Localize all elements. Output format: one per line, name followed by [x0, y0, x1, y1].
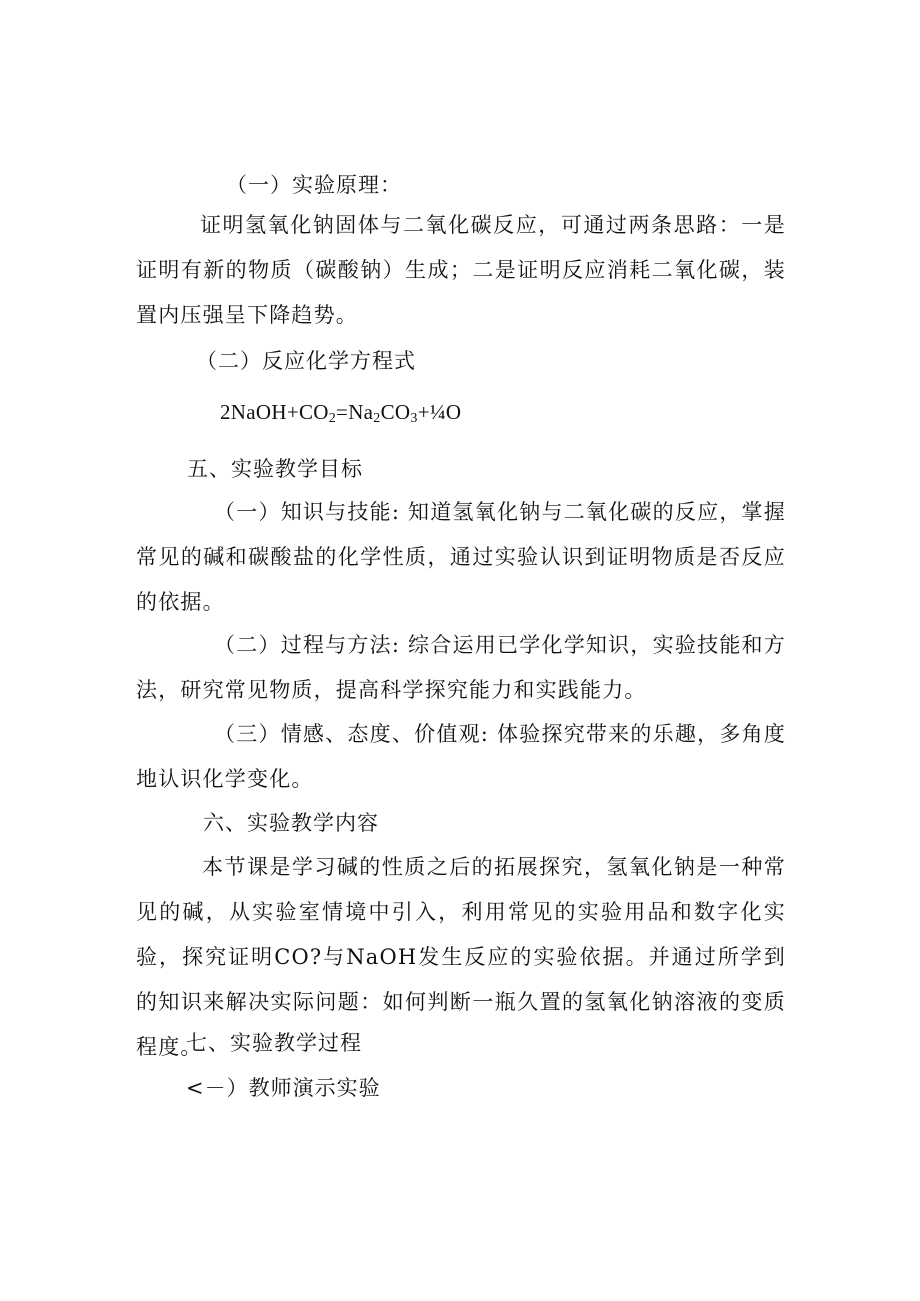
goal-knowledge-paragraph: （一）知识与技能: 知道氢氧化钠与二氧化碳的反应，掌握常见的碱和碳酸盐的化学性质，通过实验认识到证明物质是否反应的依据。	[136, 500, 786, 614]
section-5-title: 五、实验教学目标	[187, 457, 363, 481]
teacher-demo-subheading: <－）教师演示实验	[186, 1076, 381, 1100]
equation-part: +¼O	[417, 400, 462, 424]
principle-heading: （一）实验原理：	[226, 173, 402, 197]
section-6-paragraph: 本节课是学习碱的性质之后的拓展探究，氢氧化钠是一种常见的碱，从实验室情境中引入，利用常见的实验用品和数字化实验，探究证明CO?与NaOH发生反应的实验依据。并通过所学到的知识来解决实际问题：如何判断一瓶久置的氢氧化钠溶液的变质程度。	[136, 855, 786, 1059]
goal-process-paragraph: （二）过程与方法: 综合运用已学化学知识，实验技能和方法，研究常见物质，提高科学探究能力和实践能力。	[136, 633, 786, 702]
equation-part: 2NaOH+CO	[220, 400, 329, 424]
chemical-equation	[220, 397, 461, 427]
equation-part: CO	[380, 400, 411, 424]
principle-paragraph: 证明氢氧化钠固体与二氧化碳反应，可通过两条思路：一是证明有新的物质（碳酸钠）生成；二是证明反应消耗二氧化碳，装置内压强呈下降趋势。	[136, 213, 786, 327]
equation-subscript: 3	[410, 411, 418, 426]
equation-heading: （二）反应化学方程式	[196, 349, 416, 373]
section-6-title: 六、实验教学内容	[203, 811, 379, 835]
equation-subscript: 2	[328, 411, 337, 426]
section-7-title: 七、实验教学过程	[186, 1031, 362, 1055]
equation-part: =Na	[336, 400, 374, 424]
goal-emotion-paragraph: （三）情感、态度、价值观: 体验探究带来的乐趣，多角度地认识化学变化。	[136, 722, 786, 791]
equation-subscript: 2	[373, 411, 381, 426]
